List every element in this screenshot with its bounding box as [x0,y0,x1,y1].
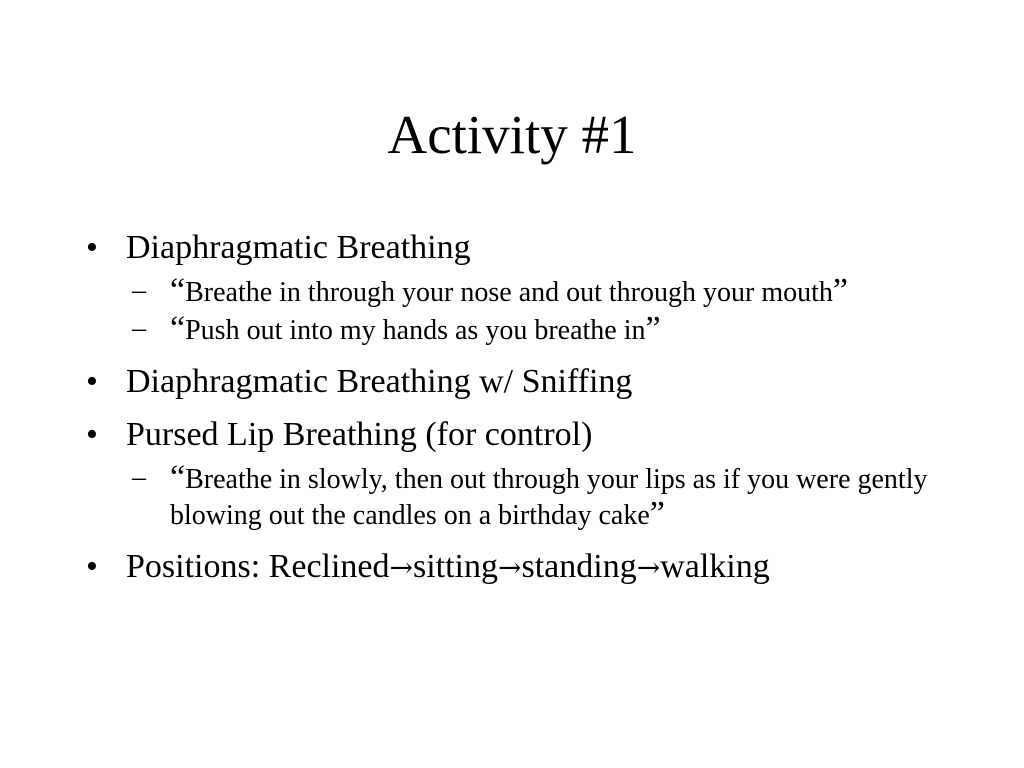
arrow-right-icon: → [498,551,522,584]
position-reclined: Reclined [268,548,390,585]
sub-list-item [126,461,966,533]
list-item [86,228,966,348]
position-standing: standing [521,548,637,585]
list-item [86,415,966,533]
dash-icon: – [132,275,146,306]
item-text: Diaphragmatic Breathing w/ Sniffing [126,363,633,400]
sub-item-text: Breathe in slowly, then out through your lips as if you were gently blowing out the candles on a birthday cake [170,464,928,531]
arrow-right-icon: → [636,551,661,584]
position-walking: walking [660,548,770,585]
bullet-icon: • [86,548,98,585]
bullet-icon: • [86,416,98,453]
close-quote: ” [832,272,848,309]
position-sitting: sitting [412,548,499,585]
open-quote: “ [170,272,186,309]
dash-icon: – [132,313,146,344]
sub-item-text: Breathe in through your nose and out through your mouth [185,277,833,308]
sub-item-text: Push out into my hands as you breathe in [185,315,646,346]
sub-list [126,461,966,533]
item-text: Pursed Lip Breathing (for control) [126,416,593,453]
close-quote: ” [649,495,665,532]
open-quote: “ [170,459,186,496]
bullet-icon: • [86,229,98,266]
bullet-list [86,228,966,601]
positions-label: Positions: [126,548,269,585]
sub-list [126,274,966,348]
open-quote: “ [170,310,186,347]
bullet-icon: • [86,363,98,400]
close-quote: ” [645,310,661,347]
item-text: Diaphragmatic Breathing [126,229,471,266]
list-item [86,362,966,401]
slide-title: Activity #1 [387,104,637,165]
sub-list-item [126,312,966,348]
dash-icon: – [132,462,146,493]
list-item [86,547,966,587]
sub-list-item [126,274,966,310]
arrow-right-icon: → [389,551,413,584]
